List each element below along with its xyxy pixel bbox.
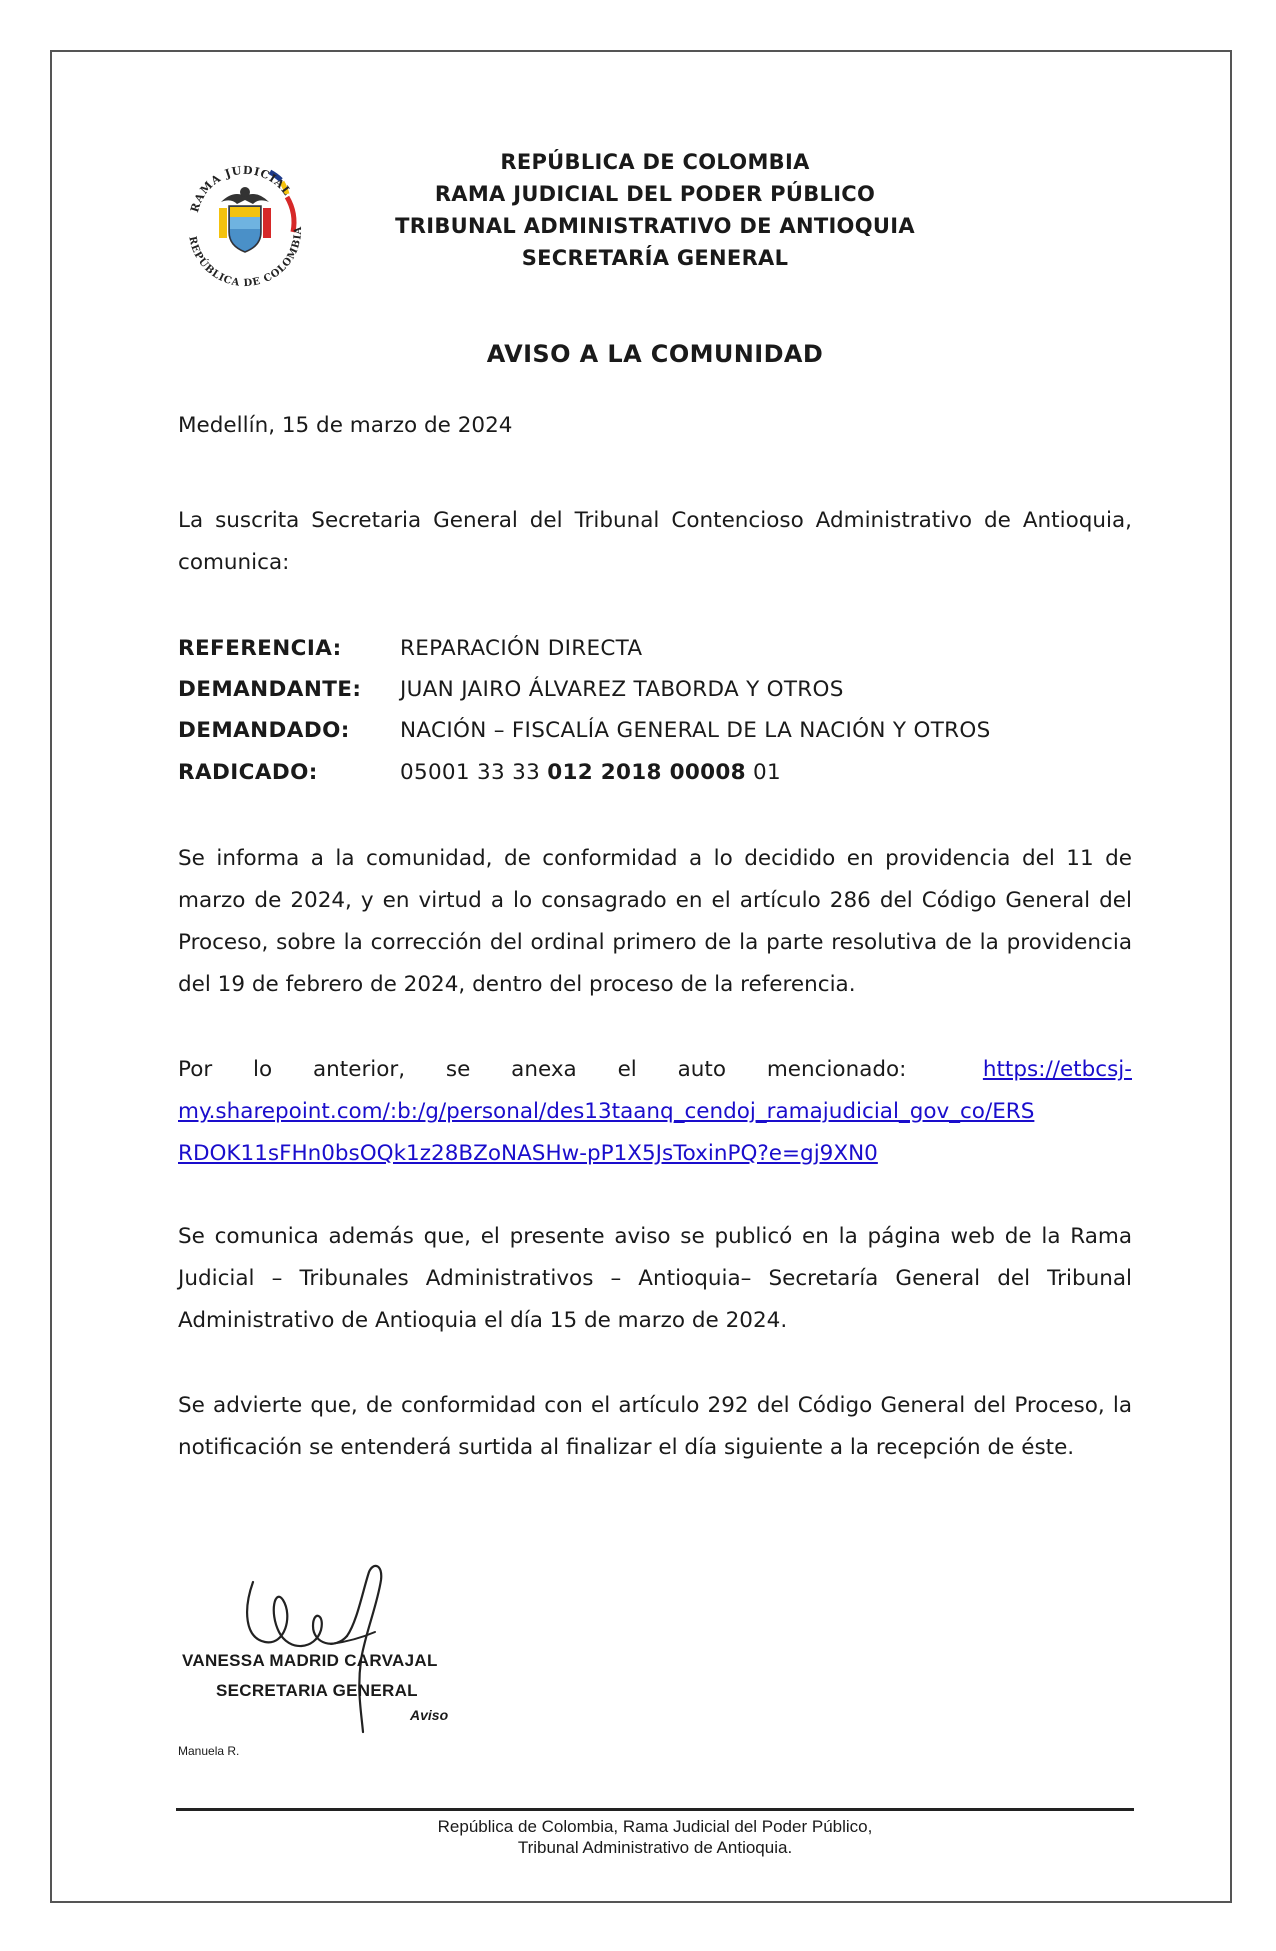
paragraph-correction: Se informa a la comunidad, de conformidad a lo decidido en providencia del 11 de marzo de 2024, y en virtud a lo consagrado en el artículo 286 del Código General del Proceso, sobre la corrección del ordinal primero de la parte resolutiva de la providencia del 19 de febrero de 2024, dentro del proceso de la referencia. bbox=[178, 846, 1132, 997]
footer-line-1: República de Colombia, Rama Judicial del Poder Público, bbox=[437, 1817, 873, 1836]
drafter-initials: Manuela R. bbox=[178, 1744, 240, 1758]
paragraph-annex bbox=[178, 1049, 1132, 1175]
radicado-value bbox=[400, 760, 781, 785]
signer-role: SECRETARIA GENERAL bbox=[216, 1681, 418, 1700]
demandante-label: DEMANDANTE: bbox=[178, 677, 362, 702]
header-tribunal: TRIBUNAL ADMINISTRATIVO DE ANTIOQUIA bbox=[395, 214, 915, 238]
document-title: AVISO A LA COMUNIDAD bbox=[486, 340, 824, 368]
demandante-value: JUAN JAIRO ÁLVAREZ TABORDA Y OTROS bbox=[400, 677, 844, 702]
radicado-prefix: 05001 33 33 bbox=[400, 760, 548, 785]
radicado-label: RADICADO: bbox=[178, 760, 318, 785]
seal-top-text: RAMA JUDICIAL bbox=[188, 163, 294, 214]
paragraph-publication: Se comunica además que, el presente aviso se publicó en la página web de la Rama Judicial – Tribunales Administrativos – Antioquia– Secretaría General del Tribunal Administrativo de Antioquia el día 15 de marzo de 2024. bbox=[178, 1224, 1132, 1333]
paragraph-notification: Se advierte que, de conformidad con el artículo 292 del Código General del Proceso, la notificación se entenderá surtida al finalizar el día siguiente a la recepción de éste. bbox=[178, 1393, 1132, 1460]
header-office: SECRETARÍA GENERAL bbox=[521, 246, 789, 270]
annex-link-part-2[interactable]: my.sharepoint.com/:b:/g/personal/des13taanq_cendoj_ramajudicial_gov_co/ERS bbox=[178, 1099, 1035, 1124]
radicado-number: 012 2018 00008 bbox=[547, 760, 746, 785]
annex-lead-text: Por lo anterior, se anexa el auto mencionado: bbox=[178, 1057, 907, 1082]
rama-judicial-seal bbox=[175, 152, 315, 292]
intro-paragraph: La suscrita Secretaria General del Tribunal Contencioso Administrativo de Antioquia, comunica: bbox=[178, 508, 1132, 575]
header-country: REPÚBLICA DE COLOMBIA bbox=[500, 150, 810, 174]
demandado-label: DEMANDADO: bbox=[178, 718, 350, 743]
footer-divider bbox=[176, 1808, 1134, 1811]
demandado-value: NACIÓN – FISCALÍA GENERAL DE LA NACIÓN Y OTROS bbox=[400, 718, 991, 743]
header-branch: RAMA JUDICIAL DEL PODER PÚBLICO bbox=[434, 182, 876, 206]
seal-bottom-text: REPÚBLICA DE COLOMBIA bbox=[186, 225, 305, 290]
radicado-suffix: 01 bbox=[745, 760, 781, 785]
referencia-label: REFERENCIA: bbox=[178, 636, 342, 661]
document-tag: Aviso bbox=[410, 1707, 449, 1723]
annex-first-line bbox=[178, 1049, 1132, 1091]
referencia-value: REPARACIÓN DIRECTA bbox=[400, 636, 643, 661]
annex-link-part-3[interactable]: RDOK11sFHn0bsOQk1z28BZoNASHw-pP1X5JsToxinPQ?e=gj9XN0 bbox=[178, 1141, 878, 1166]
date-line: Medellín, 15 de marzo de 2024 bbox=[178, 413, 513, 438]
handwritten-signature bbox=[235, 1560, 435, 1735]
signer-name: VANESSA MADRID CARVAJAL bbox=[182, 1651, 438, 1670]
annex-link-part-1[interactable]: https://etbcsj- bbox=[982, 1057, 1132, 1082]
footer-line-2: Tribunal Administrativo de Antioquia. bbox=[517, 1838, 793, 1857]
